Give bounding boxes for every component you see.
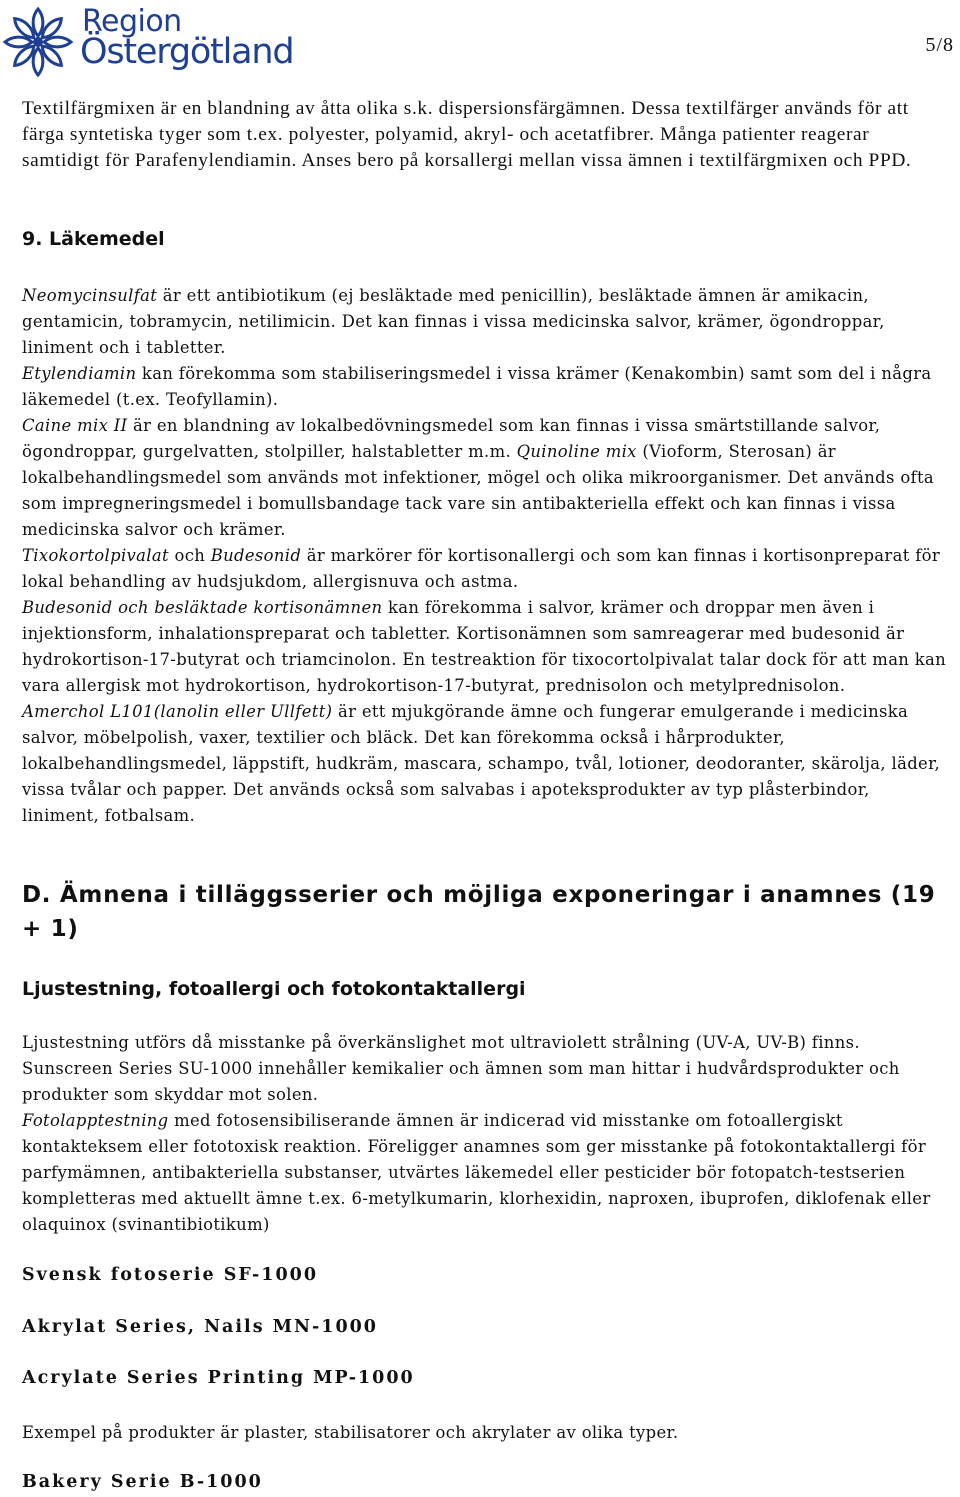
page-number: 5/8 — [925, 34, 954, 56]
term-tixokortolpivalat: Tixokortolpivalat — [22, 546, 169, 565]
flower-emblem-icon — [2, 6, 74, 78]
intro-paragraph: Textilfärgmixen är en blandning av åtta olika s.k. dispersionsfärgämnen. Dessa textilfärger används för att färga syntetiska tyger som t.ex. polyester, polyamid, akryl- och acetatfibrer. Många patienter reagerar samtidigt för Parafenylendiamin. Anses bero på korsallergi mellan vissa ämnen i textilfärgmixen och PPD. — [22, 98, 912, 171]
term-amerchol: Amerchol L101(lanolin eller Ullfett) — [22, 702, 333, 721]
logo-region-text: Region — [82, 4, 182, 39]
section-d-subheading-block — [22, 978, 947, 1000]
paragraph-budesonid: Budesonid och besläktade kortisonämnen kan förekomma i salvor, krämer och droppar men även i injektionsform, inhalationspreparat och tabletter. Kortisonämnen som samreagerar med budesonid är hydrokortison-17-butyrat och triamcinolon. En testreaktion för tixocortolpivalat talar dock för att man kan vara allergisk mot hydrokortison, hydrokortison-17-butyrat, prednisolon och metylprednisolon. — [22, 598, 947, 695]
series-bakery: Bakery Serie B-1000 — [22, 1472, 263, 1492]
term-budesonid-kortison: Budesonid och besläktade kortisonämnen — [22, 598, 383, 617]
section-9-heading: 9. Läkemedel — [22, 228, 165, 250]
series-svensk-fotoserie: Svensk fotoserie SF-1000 — [22, 1265, 319, 1285]
ljustestning-body — [22, 1030, 947, 1238]
paragraph-fotolapptestning: Fotolapptestning med fotosensibiliserande ämnen är indicerad vid misstanke om fotoallergiskt kontakteksem eller fototoxisk reaktion. Föreligger anamnes som ger misstanke på fotokontaktallergi för parfymämnen, antibakteriella substanser, utvärtes läkemedel eller pesticider bör fotopatch-testserien kompletteras med aktuellt ämne t.ex. 6-metylkumarin, klorhexidin, naproxen, ibuprofen, diklofenak eller olaquinox (svinantibiotikum) — [22, 1111, 931, 1234]
intro-paragraph-block — [22, 96, 947, 174]
paragraph-caine-quinoline: Caine mix II är en blandning av lokalbedövningsmedel som kan finnas i vissa smärtstillande salvor, ögondroppar, gurgelvatten, stolpiller, halstabletter m.m. Quinoline mix (Vioform, Sterosan) är lokalbehandlingsmedel som används mot infektioner, mögel och olika mikroorganismer. Det används ofta som impregneringsmedel i bomullsbandage tack vare sin antibakteriella effekt och kan finnas i vissa medicinska salvor och krämer. — [22, 416, 935, 539]
section-d-heading-block — [22, 878, 947, 946]
term-caine-mix: Caine mix II — [22, 416, 128, 435]
ljustestning-heading: Ljustestning, fotoallergi och fotokontaktallergi — [22, 978, 526, 1000]
series-akrylat-nails: Akrylat Series, Nails MN-1000 — [22, 1317, 378, 1337]
paragraph-etylendiamin: Etylendiamin kan förekomma som stabiliseringsmedel i vissa krämer (Kenakombin) samt som del i några läkemedel (t.ex. Teofyllamin). — [22, 364, 932, 409]
logo-ostergotland-text: Östergötland — [80, 32, 294, 72]
term-etylendiamin: Etylendiamin — [22, 364, 137, 383]
paragraph-ljustestning: Ljustestning utförs då misstanke på överkänslighet mot ultraviolett strålning (UV-A, UV-B) finns. Sunscreen Series SU-1000 innehåller kemikalier och ämnen som man hittar i hudvårdsprodukter och produkter som skyddar mot solen. — [22, 1033, 900, 1104]
term-budesonid: Budesonid — [210, 546, 302, 565]
term-quinoline-mix: Quinoline mix — [516, 442, 637, 461]
paragraph-amerchol: Amerchol L101(lanolin eller Ullfett) är ett mjukgörande ämne och fungerar emulgerande i medicinska salvor, möbelpolish, vaxer, textilier och bläck. Det kan förekomma också i hårprodukter, lokalbehandlingsmedel, läppstift, hudkräm, mascara, schampo, tvål, lotioner, deodoranter, skärolja, läder, vissa tvålar och papper. Det används också som salvabas i apoteksprodukter av typ plåsterbindor, liniment, fotbalsam. — [22, 702, 941, 825]
acrylate-printing-text-block — [22, 1420, 947, 1446]
paragraph-acrylate-printing: Exempel på produkter är plaster, stabilisatorer och akrylater av olika typer. — [22, 1423, 679, 1442]
section-d-heading: D. Ämnena i tilläggsserier och möjliga exponeringar i anamnes (19 + 1) — [22, 882, 936, 942]
term-neomycinsulfat: Neomycinsulfat — [22, 286, 158, 305]
section-9-heading-block — [22, 228, 947, 250]
region-ostergotland-logo — [0, 2, 305, 80]
term-fotolapptestning: Fotolapptestning — [22, 1111, 169, 1130]
series-acrylate-printing: Acrylate Series Printing MP-1000 — [22, 1368, 415, 1388]
paragraph-neomycin: Neomycinsulfat är ett antibiotikum (ej besläktade med penicillin), besläktade ämnen är amikacin, gentamicin, tobramycin, netilimicin. Det kan finnas i vissa medicinska salvor, krämer, ögondroppar, liniment och i tabletter. — [22, 286, 885, 357]
section-9-body — [22, 283, 947, 829]
paragraph-tixokortolpivalat: Tixokortolpivalat och Budesonid är markörer för kortisonallergi och som kan finnas i kortisonpreparat för lokal behandling av hudsjukdom, allergisnuva och astma. — [22, 546, 941, 591]
